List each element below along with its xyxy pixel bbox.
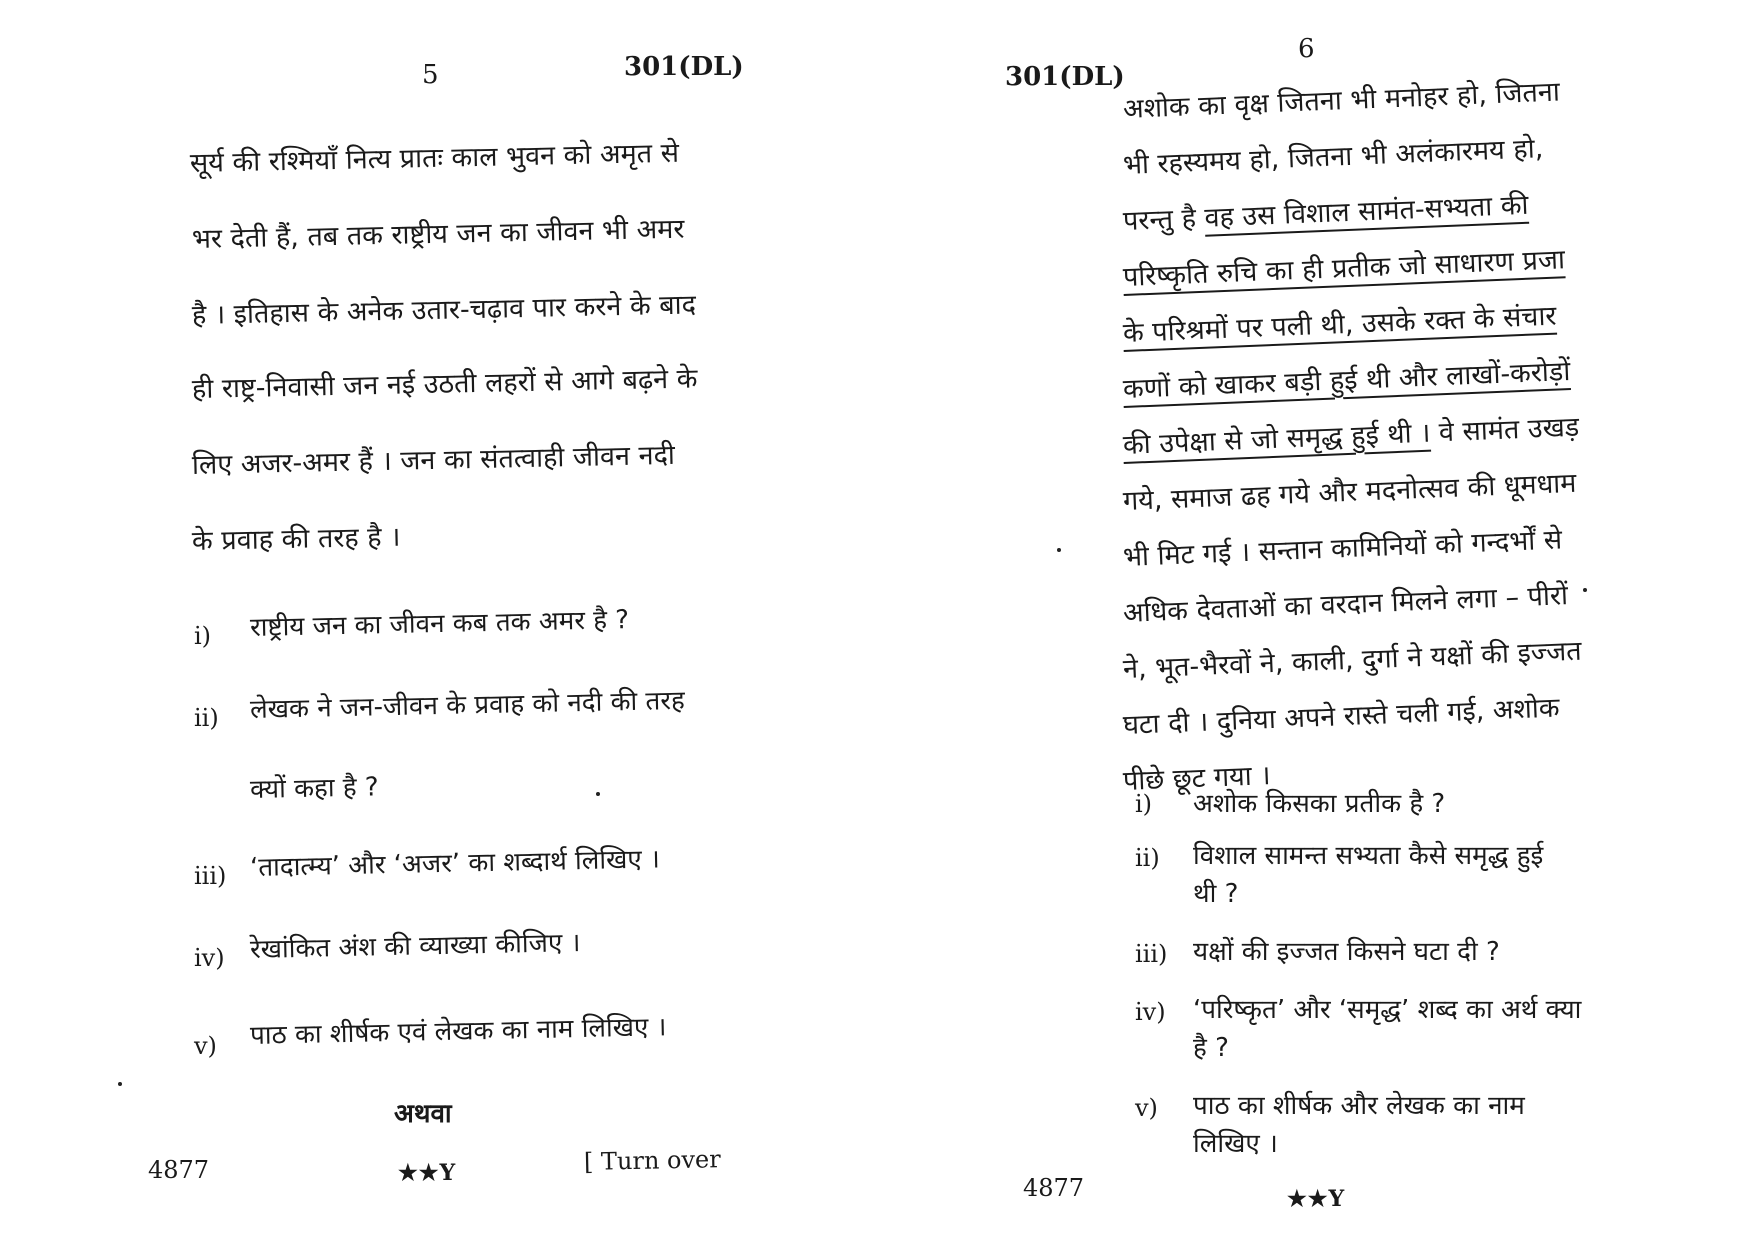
passage-line: सूर्य की रश्मियाँ नित्य प्रातः काल भुवन को अमृत से <box>189 137 680 179</box>
page-number: 6 <box>1298 34 1315 64</box>
question-text: अशोक किसका प्रतीक है ? <box>1193 789 1446 819</box>
turn-over-label: [ Turn over <box>583 1145 721 1176</box>
question-text: पाठ का शीर्षक एवं लेखक का नाम लिखिए । <box>249 1012 667 1051</box>
question-text: पाठ का शीर्षक और लेखक का नाम <box>1193 1091 1525 1121</box>
passage-line: के परिश्रमों पर पली थी, उसके रक्त के संचार <box>1122 300 1558 349</box>
question-number: v) <box>194 1032 217 1060</box>
passage-line: के प्रवाह की तरह है । <box>191 521 401 557</box>
question-number: i) <box>194 622 212 650</box>
question-text: थी ? <box>1193 879 1239 909</box>
question-number: iv) <box>194 944 225 972</box>
footer-stars: ★★Y <box>1287 1186 1346 1212</box>
scan-speck <box>118 1082 122 1086</box>
question-text: राष्ट्रीय जन का जीवन कब तक अमर है ? <box>249 605 630 643</box>
question-text: ‘तादात्म्य’ और ‘अजर’ का शब्दार्थ लिखिए । <box>249 844 661 883</box>
question-number: ii) <box>194 704 219 732</box>
passage-line: घटा दी । दुनिया अपने रास्ते चली गई, अशोक <box>1122 692 1561 741</box>
paper-code: 301(DL) <box>624 52 744 82</box>
passage-line: भी मिट गई । सन्तान कामिनियों को गन्दर्भों से <box>1122 524 1563 573</box>
passage-line: है । इतिहास के अनेक उतार-चढ़ाव पार करने के बाद <box>191 289 697 331</box>
question-number: ii) <box>1135 844 1160 872</box>
passage-line: ही राष्ट्र-निवासी जन नई उठती लहरों से आगे बढ़ने के <box>191 363 698 405</box>
passage-line: गये, समाज ढह गये और मदनोत्सव की धूमधाम <box>1122 467 1577 517</box>
page-number: 5 <box>422 60 439 90</box>
footer-stars: ★★Y <box>398 1160 457 1186</box>
question-number: v) <box>1135 1094 1158 1122</box>
passage-line: अधिक देवताओं का वरदान मिलने लगा – पीरों <box>1122 580 1569 629</box>
right-page <box>877 0 1754 1241</box>
question-text: विशाल सामन्त सभ्यता कैसे समृद्ध हुई <box>1193 841 1544 871</box>
footer-code: 4877 <box>148 1156 210 1184</box>
passage-line: ने, भूत-भैरवों ने, काली, दुर्गा ने यक्षों की इज्जत <box>1122 635 1583 685</box>
passage-line: भर देती हैं, तब तक राष्ट्रीय जन का जीवन भी अमर <box>191 213 685 255</box>
passage-line: कणों को खाकर बड़ी हुई थी और लाखों-करोड़ों <box>1122 356 1571 405</box>
passage-line: लिए अजर-अमर हैं । जन का संतत्वाही जीवन नदी <box>191 439 676 481</box>
question-number: iii) <box>194 862 227 890</box>
question-text: ‘परिष्कृत’ और ‘समृद्ध’ शब्द का अर्थ क्या <box>1193 995 1582 1025</box>
footer-code: 4877 <box>1023 1174 1085 1202</box>
scan-speck <box>596 792 600 796</box>
passage-line: भी रहस्यमय हो, जितना भी अलंकारमय हो, <box>1122 133 1544 181</box>
scan-speck <box>1583 588 1587 592</box>
passage-line: परिष्कृति रुचि का ही प्रतीक जो साधारण प्रजा <box>1122 244 1566 293</box>
athva-label: अथवा <box>394 1099 452 1129</box>
question-text: है ? <box>1193 1033 1229 1063</box>
scan-speck <box>1057 548 1061 552</box>
passage-line: अशोक का वृक्ष जितना भी मनोहर हो, जितना <box>1122 76 1561 125</box>
passage-line: परन्तु है वह उस विशाल सामंत-सभ्यता की <box>1122 189 1530 237</box>
question-number: i) <box>1135 790 1153 818</box>
question-number: iv) <box>1135 998 1166 1026</box>
question-text: रेखांकित अंश की व्याख्या कीजिए । <box>249 928 581 965</box>
question-number: iii) <box>1135 940 1168 968</box>
paper-code: 301(DL) <box>1005 62 1125 92</box>
question-text: लेखक ने जन-जीवन के प्रवाह को नदी की तरह <box>249 685 686 725</box>
question-text: लिखिए । <box>1193 1129 1278 1159</box>
passage-line: की उपेक्षा से जो समृद्ध हुई थी । वे सामंत उखड़ <box>1122 411 1580 461</box>
passage-line: पीछे छूट गया । <box>1122 760 1272 797</box>
question-text: क्यों कहा है ? <box>249 772 379 805</box>
question-text: यक्षों की इज्जत किसने घटा दी ? <box>1193 937 1500 967</box>
